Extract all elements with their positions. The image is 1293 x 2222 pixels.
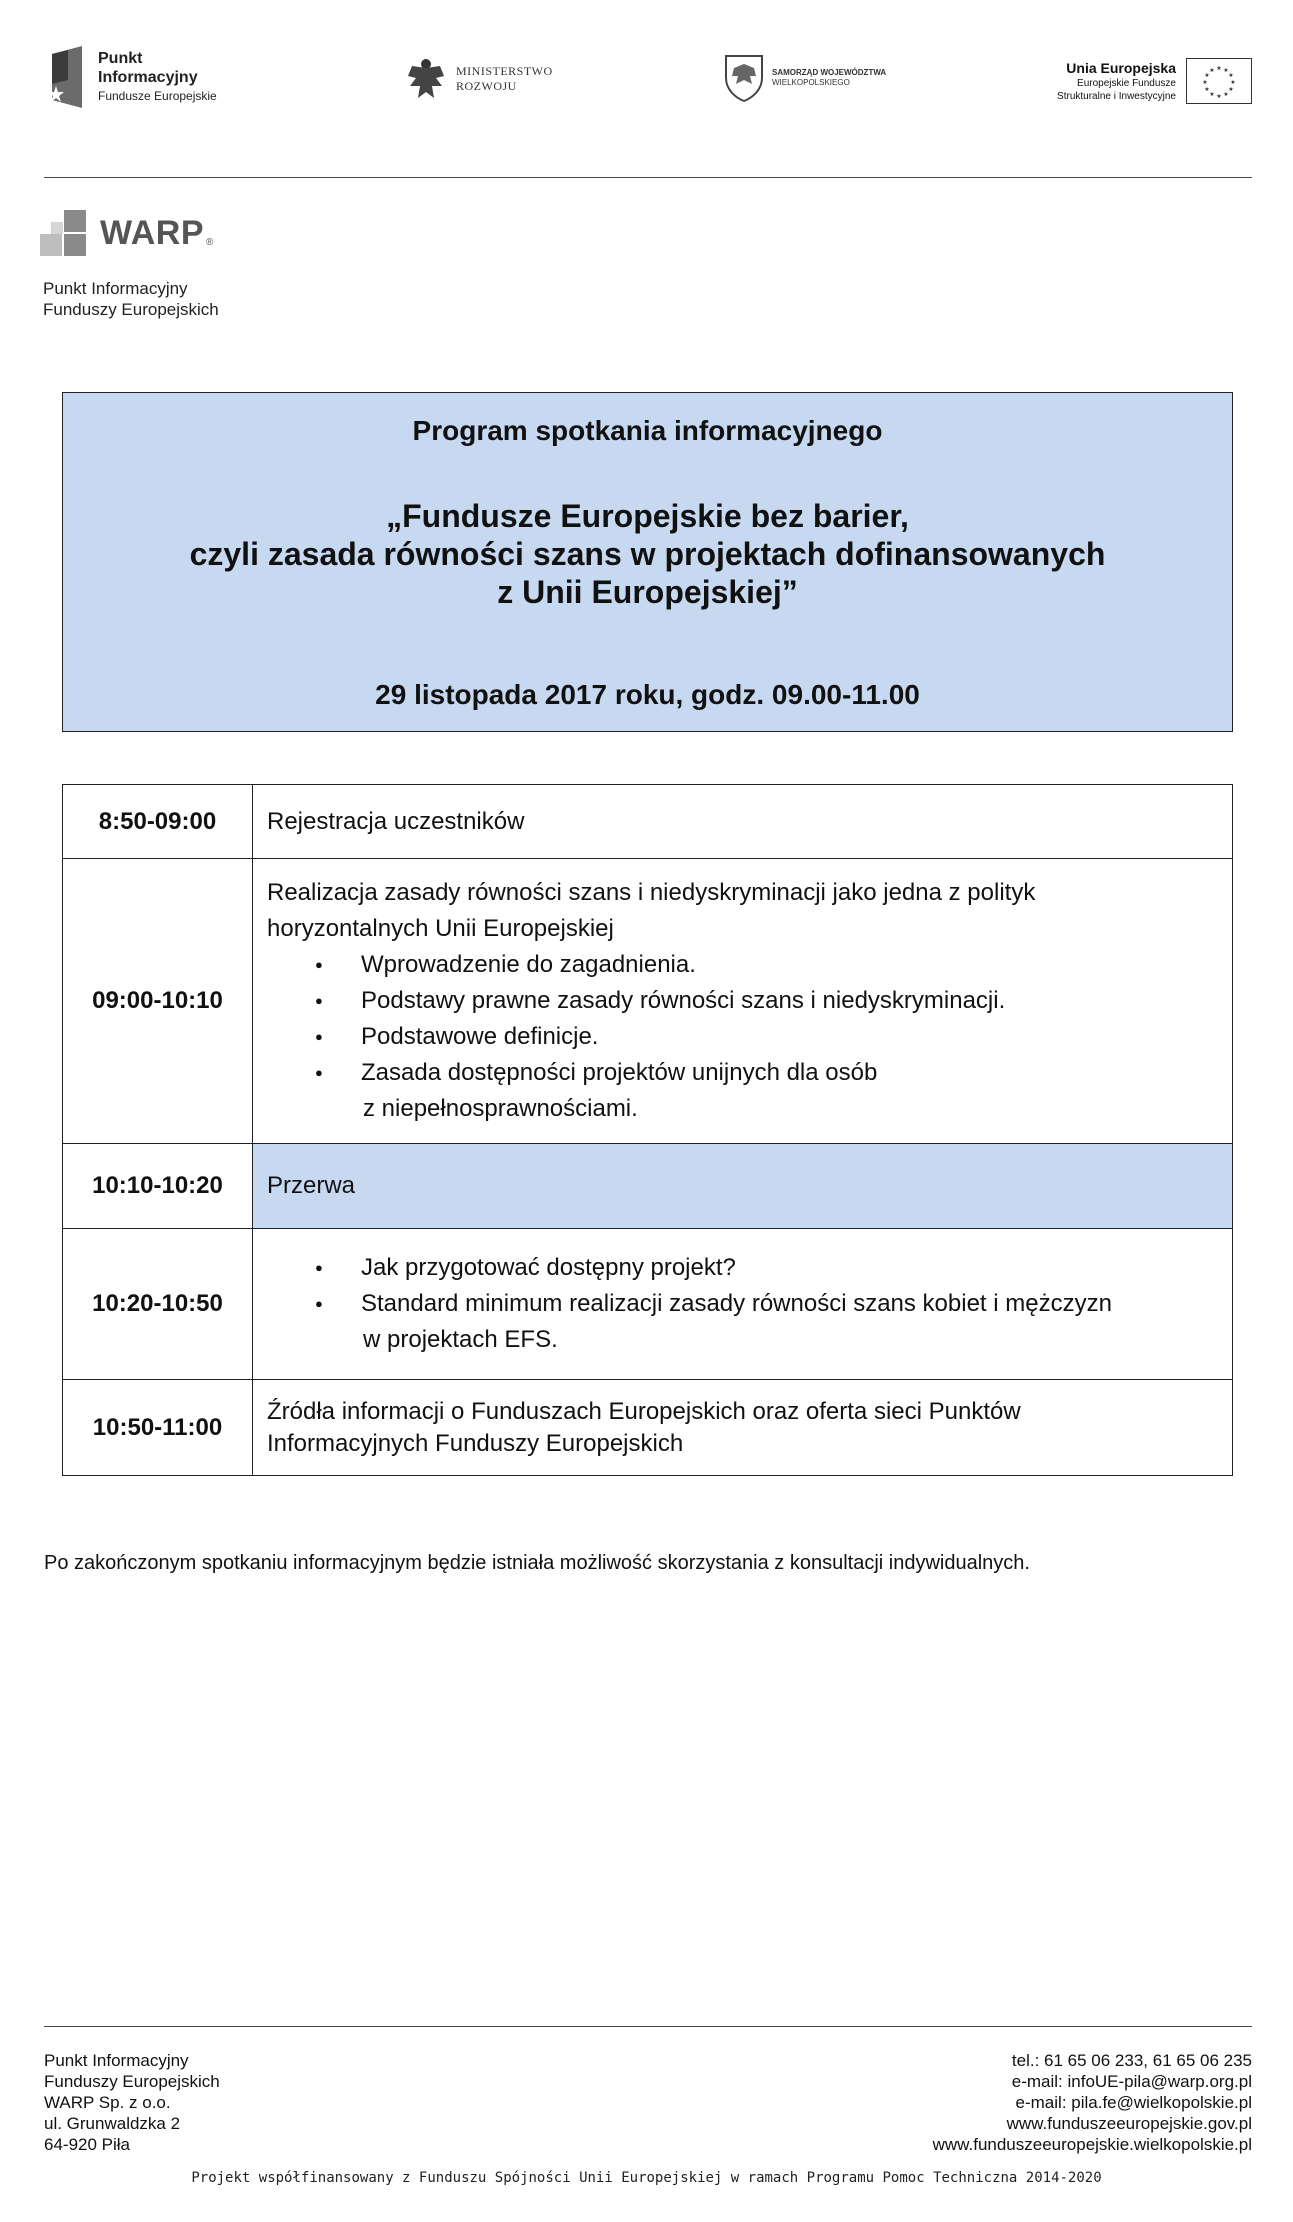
program-header-box [62, 392, 1233, 732]
fe-logo-icon [48, 44, 86, 110]
agenda-text-line: Źródła informacji o Funduszach Europejskich oraz oferta sieci Punktów [267, 1397, 1021, 1425]
warp-squares-icon [40, 208, 88, 258]
svg-text:★: ★ [1216, 93, 1222, 100]
agenda-bullet: ● Podstawy prawne zasady równości szans i niedyskryminacji. [267, 983, 1218, 1019]
pife-line2: Informacyjny [98, 68, 198, 86]
svg-text:★: ★ [1204, 86, 1210, 93]
footer-address-line: WARP Sp. z o.o. [44, 2093, 171, 2112]
agenda-time: 09:00-10:10 [63, 859, 253, 1144]
registered-mark: ® [206, 236, 214, 248]
svg-text:★: ★ [1204, 72, 1210, 79]
agenda-bullet [267, 1286, 1218, 1358]
agenda-bullet [267, 1055, 1218, 1127]
eu-logo [1057, 58, 1252, 104]
eu-line3: Strukturalne i Inwestycyjne [1057, 91, 1176, 102]
agenda-bullet-list [267, 1250, 1218, 1358]
footer-address-line: Funduszy Europejskich [44, 2072, 220, 2091]
program-title [63, 497, 1232, 611]
warp-caption-line2: Funduszy Europejskich [43, 300, 219, 319]
warp-logo-block [40, 208, 219, 320]
agenda-description: Przerwa [253, 1144, 1233, 1229]
region-line2: WIELKOPOLSKIEGO [772, 78, 850, 87]
svg-text:★: ★ [1209, 67, 1215, 74]
agenda-table [62, 784, 1233, 1476]
svg-text:★: ★ [1228, 72, 1234, 79]
header-divider [44, 177, 1252, 178]
svg-text:★: ★ [1230, 79, 1236, 86]
agenda-bullet-text: Zasada dostępności projektów unijnych dla osób [361, 1059, 878, 1086]
footer-address [44, 2050, 220, 2155]
agenda-bullet: ● Podstawowe definicje. [267, 1019, 1218, 1055]
svg-text:★: ★ [1223, 67, 1229, 74]
program-label: Program spotkania informacyjnego [412, 415, 883, 446]
footer-divider [44, 2026, 1252, 2027]
svg-text:★: ★ [1228, 86, 1234, 93]
agenda-row [63, 1229, 1233, 1380]
footer-website-link[interactable]: www.funduszeeuropejskie.wielkopolskie.pl [932, 2135, 1252, 2154]
footer-contact [933, 2050, 1252, 2155]
agenda-description [253, 1229, 1233, 1380]
agenda-bullet: ● Wprowadzenie do zagadnienia. [267, 947, 1218, 983]
agenda-text-line: horyzontalnych Unii Europejskiej [267, 915, 614, 942]
agenda-bullet-text: Standard minimum realizacji zasady równości szans kobiet i mężczyzn [361, 1290, 1112, 1317]
agenda-description [253, 1380, 1233, 1476]
agenda-row [63, 1380, 1233, 1476]
agenda-bullet-continuation: w projektach EFS. [363, 1326, 558, 1353]
footer-phone: tel.: 61 65 06 233, 61 65 06 235 [1011, 2051, 1252, 2070]
logo-bar [44, 40, 1252, 120]
agenda-row [63, 859, 1233, 1144]
footer-email-link[interactable]: e-mail: pila.fe@wielkopolskie.pl [1015, 2093, 1252, 2112]
coat-of-arms-icon [724, 54, 764, 102]
region-logo [724, 54, 886, 102]
ministry-line1: MINISTERSTWO [456, 64, 553, 78]
agenda-description [253, 859, 1233, 1144]
title-line3: z Unii Europejskiej” [497, 574, 798, 610]
agenda-row [63, 785, 1233, 859]
agenda-bullet: ● Jak przygotować dostępny projekt? [267, 1250, 1218, 1286]
eu-flag-icon [1186, 58, 1252, 104]
fundusze-europejskie-logo [48, 44, 217, 110]
eagle-emblem-icon [406, 56, 446, 102]
pife-line3: Fundusze Europejskie [98, 88, 217, 103]
eu-line2: Europejskie Fundusze [1077, 78, 1176, 89]
funding-note: Projekt współfinansowany z Funduszu Spójności Unii Europejskiej w ramach Programu Pomoc Techniczna 2014-2020 [191, 2170, 1102, 2186]
footer-website-link[interactable]: www.funduszeeuropejskie.gov.pl [1006, 2114, 1252, 2133]
consultation-note: Po zakończonym spotkaniu informacyjnym będzie istniała możliwość skorzystania z konsultacji indywidualnych. [44, 1552, 1030, 1574]
agenda-bullet-continuation: z niepełnosprawnościami. [363, 1095, 638, 1122]
svg-text:★: ★ [1223, 91, 1229, 98]
svg-text:★: ★ [1216, 65, 1222, 72]
footer-address-line: 64-920 Piła [44, 2135, 131, 2154]
ministry-line2: ROZWOJU [456, 79, 517, 93]
eu-line1: Unia Europejska [1066, 60, 1176, 76]
agenda-time: 10:10-10:20 [63, 1144, 253, 1229]
agenda-text-line: Realizacja zasady równości szans i niedyskryminacji jako jedna z polityk [267, 879, 1036, 906]
agenda-description: Rejestracja uczestników [253, 785, 1233, 859]
footer-address-line: ul. Grunwaldzka 2 [44, 2114, 181, 2133]
title-line2: czyli zasada równości szans w projektach dofinansowanych [189, 536, 1106, 572]
agenda-text-line: Informacyjnych Funduszy Europejskich [267, 1429, 684, 1457]
agenda-time: 10:20-10:50 [63, 1229, 253, 1380]
title-line1: „Fundusze Europejskie bez barier, [386, 498, 909, 534]
warp-caption-line1: Punkt Informacyjny [43, 279, 188, 298]
agenda-row-break [63, 1144, 1233, 1229]
footer-email-link[interactable]: e-mail: infoUE-pila@warp.org.pl [1011, 2072, 1252, 2091]
warp-brand: WARP [100, 213, 204, 252]
ministry-logo [406, 56, 553, 102]
agenda-bullet-list [267, 947, 1218, 1127]
footer-address-line: Punkt Informacyjny [44, 2051, 189, 2070]
agenda-time: 8:50-09:00 [63, 785, 253, 859]
svg-text:★: ★ [1209, 91, 1215, 98]
program-date: 29 listopada 2017 roku, godz. 09.00-11.00 [375, 679, 920, 710]
region-line1: SAMORZĄD WOJEWÓDZTWA [772, 68, 887, 77]
pife-line1: Punkt [98, 49, 143, 67]
svg-text:★: ★ [1202, 79, 1208, 86]
agenda-time: 10:50-11:00 [63, 1380, 253, 1476]
